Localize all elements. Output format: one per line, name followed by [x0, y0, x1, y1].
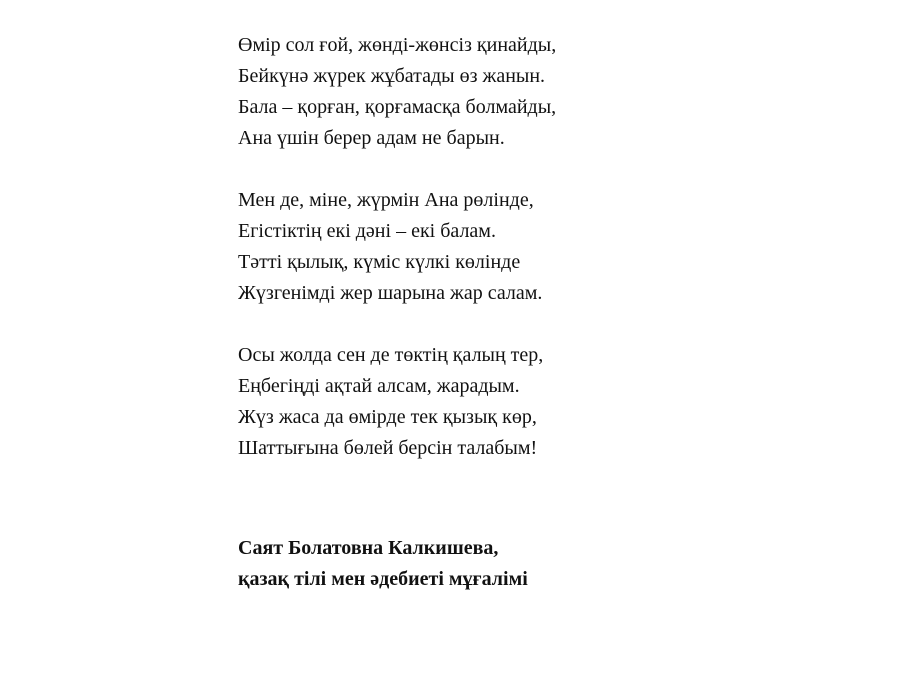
poem-line: Жүз жаса да өмірде тек қызық көр, — [238, 406, 537, 428]
poem-line: Бейкүнә жүрек жұбатады өз жанын. — [238, 65, 546, 87]
author-signature — [238, 533, 798, 595]
poem-line: Еңбегіңді ақтай алсам, жарадым. — [238, 375, 520, 397]
poem-line: Бала – қорған, қорғамасқа болмайды, — [238, 96, 557, 118]
poem-line: Өмір сол ғой, жөнді-жөнсіз қинайды, — [238, 34, 557, 56]
poem-line: Тәтті қылық, күміс күлкі көлінде — [238, 251, 521, 273]
poem-line: Осы жолда сен де төктің қалың тер, — [238, 344, 544, 366]
poem-line: Ана үшін берер адам не барын. — [238, 127, 505, 149]
poem-line: Шаттығына бөлей берсін талабым! — [238, 437, 538, 459]
author-name: Саят Болатовна Калкишева, — [238, 537, 499, 559]
poem-line: Егістіктің екі дәні – екі балам. — [238, 220, 496, 242]
author-role: қазақ тілі мен әдебиеті мұғалімі — [238, 568, 528, 590]
poem-line: Жүзгенімді жер шарына жар салам. — [238, 282, 543, 304]
stanza-1 — [238, 30, 798, 154]
poem — [238, 30, 798, 495]
poem-line: Мен де, міне, жүрмін Ана рөлінде, — [238, 189, 534, 211]
stanza-2 — [238, 185, 798, 309]
stanza-3 — [238, 340, 798, 464]
